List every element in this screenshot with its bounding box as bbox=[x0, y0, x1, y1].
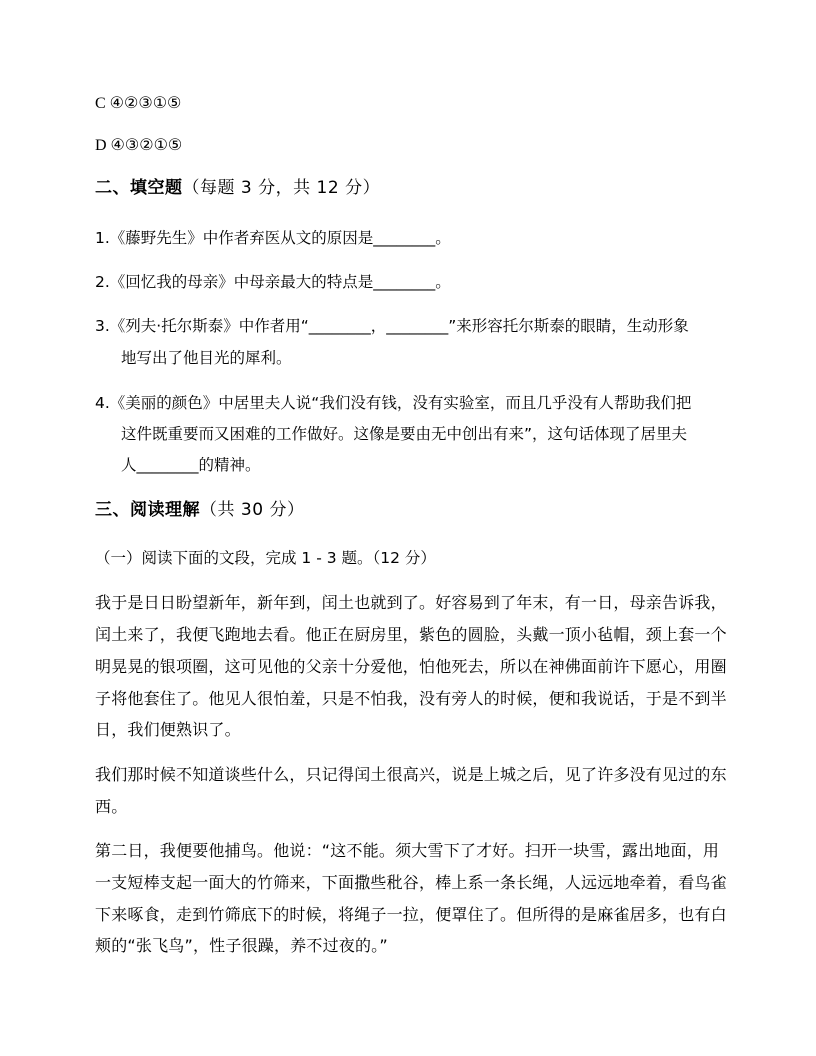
question-3-line1: 3.《列夫·托尔斯泰》中作者用“________，________”来形容托尔斯泰的眼睛，生动形象 bbox=[95, 317, 689, 335]
question-3-line2: 地写出了他目光的犀利。 bbox=[121, 349, 292, 367]
reading-part1-instruction: （一）阅读下面的文段，完成 1 - 3 题。（12 分） bbox=[95, 549, 436, 567]
passage-p3-line: 第二日，我便要他捕鸟。他说：“这不能。须大雪下了才好。扫开一块雪，露出地面，用 bbox=[95, 841, 720, 860]
passage-p3-line: 一支短棒支起一面大的竹筛来，下面撒些秕谷，棒上系一条长绳，人远远地牵着，看鸟雀 bbox=[95, 873, 727, 892]
question-2: 2.《回忆我的母亲》中母亲最大的特点是________。 bbox=[95, 273, 451, 291]
passage-p1-line: 子将他套住了。他见人很怕羞，只是不怕我，没有旁人的时候，便和我说话，于是不到半 bbox=[95, 689, 727, 708]
section3-score: （共 30 分） bbox=[200, 500, 305, 520]
passage-p2-line: 我们那时候不知道谈些什么，只记得闰土很高兴，说是上城之后，见了许多没有见过的东 bbox=[95, 765, 727, 784]
question-4-line2: 这件既重要而又困难的工作做好。这像是要由无中创出有来”，这句话体现了居里夫 bbox=[121, 425, 688, 443]
passage-p3-line: 下来啄食，走到竹筛底下的时候，将绳子一拉，便罩住了。但所得的是麻雀居多，也有白 bbox=[95, 905, 727, 924]
passage-p3-line: 颊的“张飞鸟”，性子很躁，养不过夜的。” bbox=[95, 936, 388, 955]
section2-heading bbox=[95, 178, 380, 198]
section2-title: 二、填空题 bbox=[95, 178, 183, 198]
passage-p2-line: 西。 bbox=[95, 797, 128, 816]
option-d: D ④③②①⑤ bbox=[95, 137, 183, 154]
question-4-line1: 4.《美丽的颜色》中居里夫人说“我们没有钱，没有实验室，而且几乎没有人帮助我们把 bbox=[95, 394, 692, 412]
option-c: C ④②③①⑤ bbox=[95, 95, 182, 112]
question-1: 1.《藤野先生》中作者弃医从文的原因是________。 bbox=[95, 229, 451, 247]
question-4-line3: 人________的精神。 bbox=[121, 456, 261, 474]
passage-p1-line: 日，我们便熟识了。 bbox=[95, 720, 241, 739]
passage-p1-line: 闰土来了，我便飞跑地去看。他正在厨房里，紫色的圆脸，头戴一顶小毡帽，颈上套一个 bbox=[95, 625, 727, 644]
passage-p1-line: 明晃晃的银项圈，这可见他的父亲十分爱他，怕他死去，所以在神佛面前许下愿心，用圈 bbox=[95, 657, 727, 676]
passage-p1-line: 我于是日日盼望新年，新年到，闰土也就到了。好容易到了年末，有一日，母亲告诉我， bbox=[95, 593, 727, 612]
section2-score: （每题 3 分，共 12 分） bbox=[182, 178, 381, 198]
section3-title: 三、阅读理解 bbox=[95, 500, 200, 520]
section3-heading bbox=[95, 500, 304, 520]
